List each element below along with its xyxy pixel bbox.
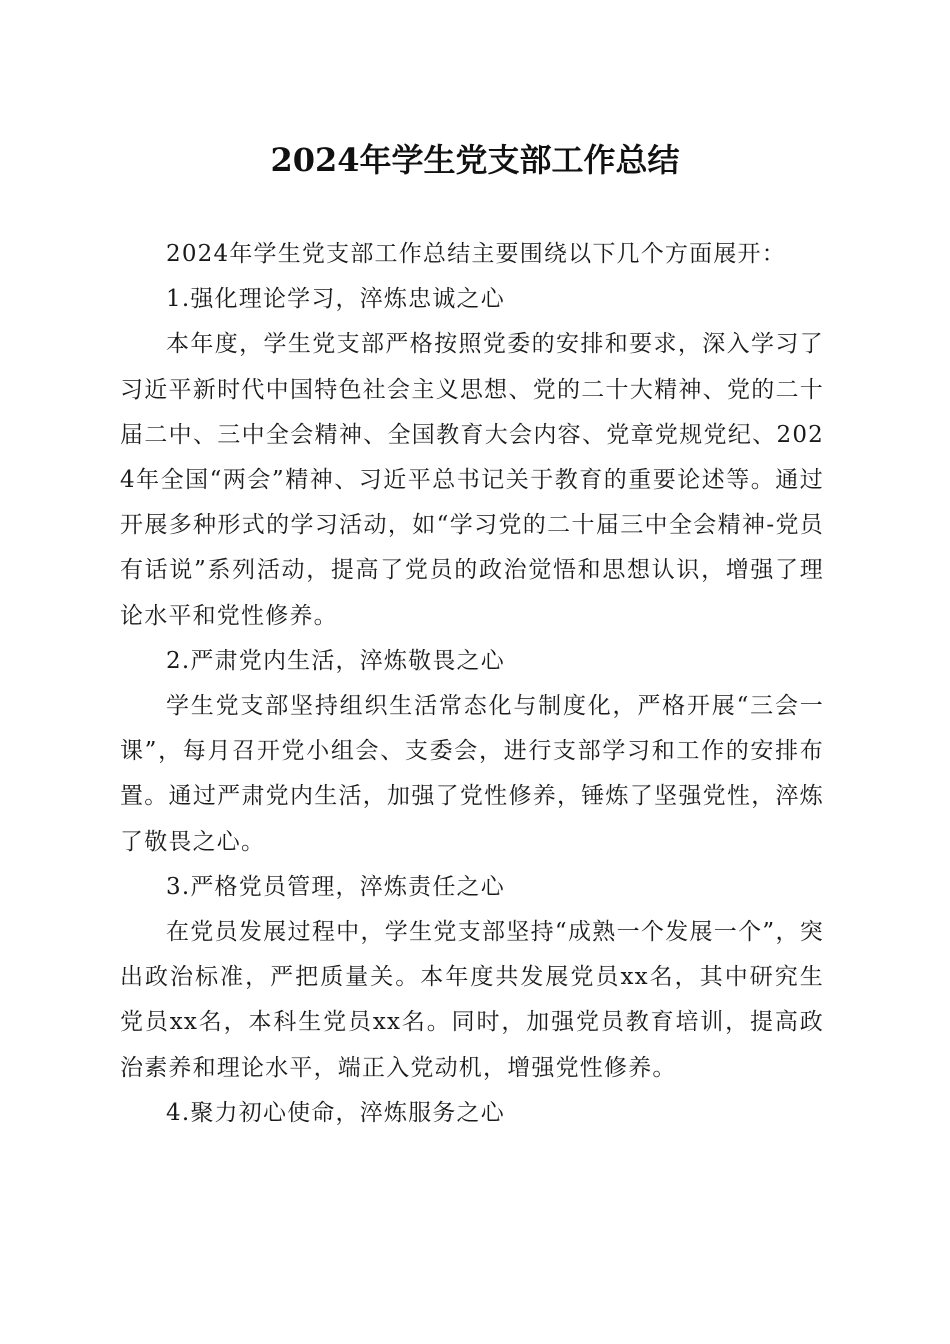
section-heading-3: 3.严格党员管理，淬炼责任之心: [166, 873, 505, 900]
section-heading-1: 1.强化理论学习，淬炼忠诚之心: [166, 286, 505, 313]
section-paragraph-3: 在党员发展过程中，学生党支部坚持“成熟一个发展一个”，突出政治标准，严把质量关。本年度共发展党员xx名，其中研究生党员xx名，本科生党员xx名。同时，加强党员教育培训，提高政治素养和理论水平，端正入党动机，增强党性修养。: [120, 919, 824, 1081]
intro-paragraph: 2024年学生党支部工作总结主要围绕以下几个方面展开：: [166, 241, 786, 267]
section-paragraph-2: 学生党支部坚持组织生活常态化与制度化，严格开展“三会一课”，每月召开党小组会、支委会，进行支部学习和工作的安排布置。通过严肃党内生活，加强了党性修养，锤炼了坚强党性，淬炼了敬畏之心。: [120, 693, 824, 855]
section-heading-4: 4.聚力初心使命，淬炼服务之心: [166, 1099, 505, 1126]
section-heading-2: 2.严肃党内生活，淬炼敬畏之心: [166, 647, 505, 674]
document-body: [120, 232, 824, 1136]
document-title: 2024年学生党支部工作总结: [270, 141, 680, 179]
section-paragraph-1: 本年度，学生党支部严格按照党委的安排和要求，深入学习了习近平新时代中国特色社会主义思想、党的二十大精神、党的二十届二中、三中全会精神、全国教育大会内容、党章党规党纪、2024年全国“两会”精神、习近平总书记关于教育的重要论述等。通过开展多种形式的学习活动，如“学习党的二十届三中全会精神-党员有话说”系列活动，提高了党员的政治觉悟和思想认识，增强了理论水平和党性修养。: [120, 331, 824, 629]
